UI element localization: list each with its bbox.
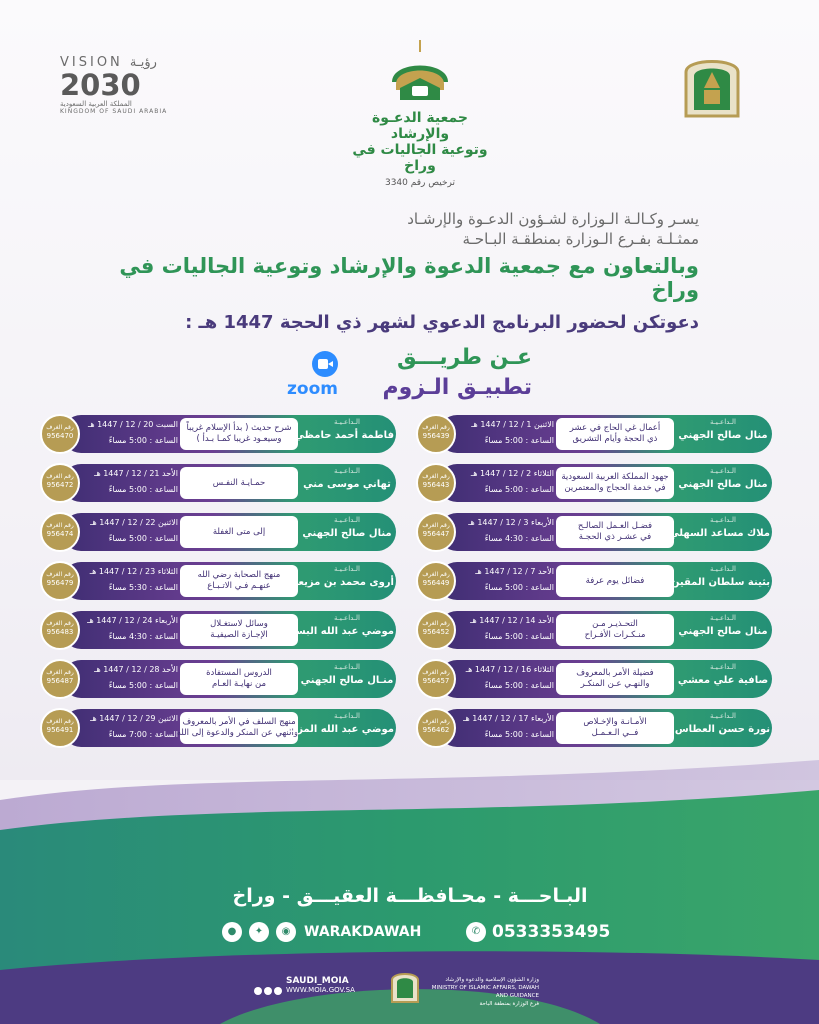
topic-line: أعمال غي الحاج في عشر <box>569 423 661 433</box>
speaker-info <box>300 515 394 549</box>
room-number: 956470 <box>46 432 74 440</box>
speaker-label: الـداعـيـة <box>710 516 736 524</box>
topic-line: حمـايـة النفـس <box>212 477 266 488</box>
schedule-card <box>416 561 772 601</box>
intro-line-2: ممثـلـة بفـرع الـوزارة بمنطقـة البـاحـة <box>462 230 699 248</box>
room-number: 956487 <box>46 677 74 685</box>
session-date: السبت 20 / 12 / 1447 هـ <box>87 420 178 429</box>
topic-line: الدروس المستفادة <box>206 668 272 678</box>
speaker-label: الـداعـيـة <box>334 467 360 475</box>
room-label: رقم الغرف <box>422 571 450 578</box>
room-badge <box>40 512 80 552</box>
topic-line: وسائل لاستغـلال <box>210 619 268 629</box>
zoom-camera-icon <box>312 351 338 377</box>
schedule-info <box>458 515 554 549</box>
topic-line: فضـل العـمل الصالـح <box>577 521 653 531</box>
speaker-info <box>669 515 770 549</box>
topic-line: ذي الحجة وأيام التشريق <box>572 434 658 444</box>
speaker-label: الـداعـيـة <box>710 663 736 671</box>
topic-line: عنهـم فـي الاتـبـاع <box>207 581 271 591</box>
session-date: الثلاثاء 23 / 12 / 1447 هـ <box>89 567 178 576</box>
schedule-card <box>40 512 396 552</box>
speaker-label: الـداعـيـة <box>710 614 736 622</box>
room-badge <box>416 463 456 503</box>
speaker-info <box>676 662 770 696</box>
session-date: الأحد 21 / 12 / 1447 هـ <box>94 469 178 478</box>
schedule-card <box>40 708 396 748</box>
via-zoom <box>287 345 532 405</box>
session-date: الأربعاء 17 / 12 / 1447 هـ <box>463 714 554 723</box>
schedule-info <box>82 564 178 598</box>
room-number: 956443 <box>422 481 450 489</box>
ministry-emblem-icon <box>682 50 742 118</box>
room-label: رقم الغرف <box>422 522 450 529</box>
topic-line: فضائل يوم عرفة <box>585 575 645 586</box>
speaker-info <box>670 564 770 598</box>
room-number: 956479 <box>46 579 74 587</box>
topic-line: والنهـي عـن المنكـر <box>580 679 650 689</box>
schedule-info <box>82 466 178 500</box>
session-topic <box>180 418 298 450</box>
topic-line: منهج السلف في الأمر بالمعروف <box>182 717 296 727</box>
speaker-info <box>676 466 770 500</box>
topic-line: والنهي عن المنكر والدعوة إلى الله <box>176 728 298 738</box>
topic-line: التحـذيـر مـن <box>592 619 638 629</box>
room-label: رقم الغرف <box>46 473 74 480</box>
session-time: الساعة : 5:00 مساءً <box>108 485 178 494</box>
room-number: 956452 <box>422 628 450 636</box>
moia-handle: SAUDI_MOIA <box>286 976 349 986</box>
mosque-dome-icon <box>380 38 460 106</box>
speaker-label: الـداعـيـة <box>334 418 360 426</box>
session-topic <box>180 516 298 548</box>
session-topic <box>556 614 674 646</box>
snapchat-icon[interactable]: ● <box>222 922 242 942</box>
room-label: رقم الغرف <box>422 718 450 725</box>
room-label: رقم الغرف <box>46 620 74 627</box>
session-time: الساعة : 5:00 مساءً <box>484 730 554 739</box>
session-date: الأحد 28 / 12 / 1447 هـ <box>94 665 178 674</box>
speaker-info <box>289 564 394 598</box>
speaker-info <box>300 466 394 500</box>
session-topic <box>556 663 674 695</box>
speaker-info <box>300 662 394 696</box>
topic-line: شرح حديث ( بدأ الإسلام غريباً <box>186 423 292 433</box>
whatsapp-icon[interactable]: ✆ <box>466 922 486 942</box>
session-time: الساعة : 5:00 مساءً <box>108 436 178 445</box>
schedule-card <box>416 708 772 748</box>
topic-line: منهج الصحابة رضي الله <box>197 570 281 580</box>
speaker-name: ملاك مساعد السهلي <box>669 528 770 539</box>
schedule-info <box>458 417 554 451</box>
session-time: الساعة : 5:00 مساءً <box>484 436 554 445</box>
room-number: 956483 <box>46 628 74 636</box>
session-time: الساعة : 5:00 مساءً <box>484 485 554 494</box>
session-date: الأحد 7 / 12 / 1447 هـ <box>475 567 554 576</box>
organization-logo <box>345 38 495 188</box>
schedule-info <box>458 711 554 745</box>
speaker-name: منال صالح الجهني <box>302 528 392 539</box>
speaker-name: تهاني موسى مني <box>303 479 391 490</box>
room-badge <box>416 561 456 601</box>
schedule-info <box>458 466 554 500</box>
room-label: رقم الغرف <box>422 473 450 480</box>
room-badge <box>40 561 80 601</box>
speaker-name: منـال صالح الجهني <box>300 675 394 686</box>
schedule-info <box>82 711 178 745</box>
vision-2030-logo <box>60 55 175 127</box>
via-line-2: تطبيـق الـزوم <box>382 375 532 400</box>
schedule-card <box>416 414 772 454</box>
session-topic <box>556 418 674 450</box>
topic-line: فــي الـعـمـل <box>591 728 639 738</box>
topic-line: إلى متى الغفلة <box>212 526 266 537</box>
session-topic <box>556 712 674 744</box>
room-badge <box>416 512 456 552</box>
session-date: الاثنين 29 / 12 / 1447 هـ <box>90 714 178 723</box>
intro-line-3: وبالتعاون مع جمعية الدعوة والإرشاد وتوعية الجاليات في وراخ <box>119 254 699 302</box>
room-label: رقم الغرف <box>46 424 74 431</box>
room-label: رقم الغرف <box>46 718 74 725</box>
room-label: رقم الغرف <box>46 571 74 578</box>
via-line-1: عـن طريـــق <box>396 345 532 370</box>
vision-year: 2030 <box>60 68 141 102</box>
speaker-name: أروى محمد بن مزيعل <box>289 577 394 588</box>
room-number: 956439 <box>422 432 450 440</box>
room-badge <box>416 610 456 650</box>
speaker-label: الـداعـيـة <box>710 467 736 475</box>
room-badge <box>40 708 80 748</box>
session-date: الأربعاء 24 / 12 / 1447 هـ <box>87 616 178 625</box>
topic-line: الأمـانـة والإخـلاص <box>583 717 647 727</box>
session-time: الساعة : 7:00 مساءً <box>108 730 178 739</box>
schedule-card <box>416 610 772 650</box>
speaker-label: الـداعـيـة <box>334 614 360 622</box>
ministry-name <box>424 976 539 1008</box>
speaker-label: الـداعـيـة <box>710 418 736 426</box>
schedule-info <box>82 515 178 549</box>
session-date: الثلاثاء 16 / 12 / 1447 هـ <box>465 665 554 674</box>
speaker-info <box>676 613 770 647</box>
schedule-card <box>416 659 772 699</box>
speaker-name: موضي عبد الله البسام <box>284 626 394 637</box>
room-badge <box>416 659 456 699</box>
schedule-card <box>40 610 396 650</box>
topic-line: فضيلة الأمر بالمعروف <box>576 668 654 678</box>
speaker-info <box>676 417 770 451</box>
session-topic <box>180 614 298 646</box>
room-number: 956474 <box>46 530 74 538</box>
session-date: الأربعاء 3 / 12 / 1447 هـ <box>468 518 554 527</box>
room-label: رقم الغرف <box>422 669 450 676</box>
schedule-info <box>82 662 178 696</box>
speaker-name: بثينة سلطان المقين <box>670 577 770 588</box>
session-time: الساعة : 5:00 مساءً <box>484 681 554 690</box>
room-number: 956447 <box>422 530 450 538</box>
instagram-icon[interactable]: ◉ <box>276 922 296 942</box>
session-date: الاثنين 22 / 12 / 1447 هـ <box>90 518 178 527</box>
vision-kingdom-ar: المملكة العربية السعودية <box>60 100 132 108</box>
session-topic <box>556 516 674 548</box>
phone-number[interactable]: 0533353495 <box>492 922 611 942</box>
schedule-info <box>82 613 178 647</box>
session-time: الساعة : 5:00 مساءً <box>484 583 554 592</box>
speaker-name: صافية علي معشي <box>677 675 769 686</box>
schedule-card <box>416 463 772 503</box>
room-badge <box>40 659 80 699</box>
vision-kingdom-en: KINGDOM OF SAUDI ARABIA <box>60 108 168 115</box>
ministry-name-en: MINISTRY OF ISLAMIC AFFAIRS, DAWAH AND GUIDANCE <box>431 985 539 999</box>
schedule-info <box>458 564 554 598</box>
session-topic <box>180 467 298 499</box>
schedule-info <box>458 613 554 647</box>
session-time: الساعة : 5:00 مساءً <box>108 534 178 543</box>
schedule-card <box>40 463 396 503</box>
twitter-icon[interactable]: ✦ <box>249 922 269 942</box>
vision-label-ar: رؤيـة <box>129 55 157 70</box>
session-time: الساعة : 5:00 مساءً <box>484 632 554 641</box>
speaker-label: الـداعـيـة <box>334 663 360 671</box>
schedule-info <box>458 662 554 696</box>
ministry-branch: فرع الوزارة بمنطقة الباحة <box>479 1001 539 1007</box>
speaker-name: فاطمة أحمد حامظي <box>294 430 394 441</box>
speaker-label: الـداعـيـة <box>334 516 360 524</box>
topic-line: وسيعـود غريبا كمـا بـدأ ) <box>196 434 282 444</box>
topic-line: الإجـازة الصيفيـة <box>210 630 268 640</box>
room-badge <box>416 414 456 454</box>
footer-location: البـاحـــة - محـافظـــة العقيـــق - وراخ <box>232 885 588 907</box>
speaker-info <box>287 711 394 745</box>
speaker-name: منال صالح الجهني <box>678 479 768 490</box>
intro-line-1: يسـر وكـالـة الـوزارة لشـؤون الدعـوة والإرشـاد <box>407 210 699 228</box>
schedule-card <box>40 414 396 454</box>
topic-line: منـكـرات الأفـراح <box>584 630 646 640</box>
schedule-card <box>416 512 772 552</box>
session-date: الاثنين 1 / 12 / 1447 هـ <box>471 420 554 429</box>
speaker-name: منال صالح الجهني <box>678 626 768 637</box>
speaker-info <box>294 417 394 451</box>
topic-line: في عشـر ذي الحجـة <box>578 532 652 542</box>
room-badge <box>40 463 80 503</box>
speaker-info <box>676 711 770 745</box>
speaker-name: منال صالح الجهني <box>678 430 768 441</box>
vision-label: VISION <box>60 55 123 70</box>
moia-social-icons <box>254 981 284 991</box>
room-label: رقم الغرف <box>422 424 450 431</box>
session-topic <box>180 565 298 597</box>
org-name-line2: وتوعية الجاليات في وراخ <box>352 142 488 174</box>
session-time: الساعة : 4:30 مساءً <box>484 534 554 543</box>
session-time: الساعة : 5:30 مساءً <box>108 583 178 592</box>
schedule-info <box>82 417 178 451</box>
session-topic <box>556 467 674 499</box>
speaker-label: الـداعـيـة <box>710 565 736 573</box>
intro-text <box>99 210 699 333</box>
speaker-name: موضي عبد الله المزيد <box>287 724 394 735</box>
session-topic <box>180 663 298 695</box>
topic-line: من نهايـة العـام <box>211 679 267 689</box>
room-number: 956491 <box>46 726 74 734</box>
social-handle[interactable]: WARAKDAWAH <box>304 924 422 940</box>
room-badge <box>416 708 456 748</box>
session-date: الثلاثاء 2 / 12 / 1447 هـ <box>470 469 554 478</box>
room-number: 956462 <box>422 726 450 734</box>
room-number: 956472 <box>46 481 74 489</box>
topic-line: في خدمة الحجاج والمعتمرين <box>564 483 666 493</box>
intro-line-4: دعوتكن لحضور البرنامج الدعوي لشهر ذي الحجة 1447 هـ : <box>185 312 699 333</box>
session-time: الساعة : 4:30 مساءً <box>108 632 178 641</box>
room-label: رقم الغرف <box>46 522 74 529</box>
speaker-info <box>284 613 394 647</box>
speaker-label: الـداعـيـة <box>334 565 360 573</box>
session-topic <box>176 712 298 744</box>
room-badge <box>40 414 80 454</box>
schedule-card <box>40 561 396 601</box>
room-badge <box>40 610 80 650</box>
room-number: 956449 <box>422 579 450 587</box>
topic-line: جهود المملكة العربية السعودية <box>561 472 669 482</box>
zoom-wordmark: zoom <box>287 379 338 399</box>
moia-handles <box>286 976 376 994</box>
room-label: رقم الغرف <box>46 669 74 676</box>
room-number: 956457 <box>422 677 450 685</box>
schedule-card <box>40 659 396 699</box>
session-time: الساعة : 5:00 مساءً <box>108 681 178 690</box>
speaker-label: الـداعـيـة <box>710 712 736 720</box>
org-name-line1: جمعية الدعـوة والإرشاد <box>372 110 468 142</box>
speaker-label: الـداعـيـة <box>334 712 360 720</box>
ministry-name-ar: وزارة الشؤون الإسلامية والدعوة والإرشاد <box>445 977 539 983</box>
moia-website: WWW.MOIA.GOV.SA <box>286 986 355 994</box>
license-number: ترخيص رقم 3340 <box>384 178 456 188</box>
session-date: الأحد 14 / 12 / 1447 هـ <box>470 616 554 625</box>
ministry-footer-emblem-icon <box>390 968 420 1004</box>
speaker-name: نورة حسن العطاس <box>674 724 770 735</box>
room-label: رقم الغرف <box>422 620 450 627</box>
session-topic <box>556 565 674 597</box>
